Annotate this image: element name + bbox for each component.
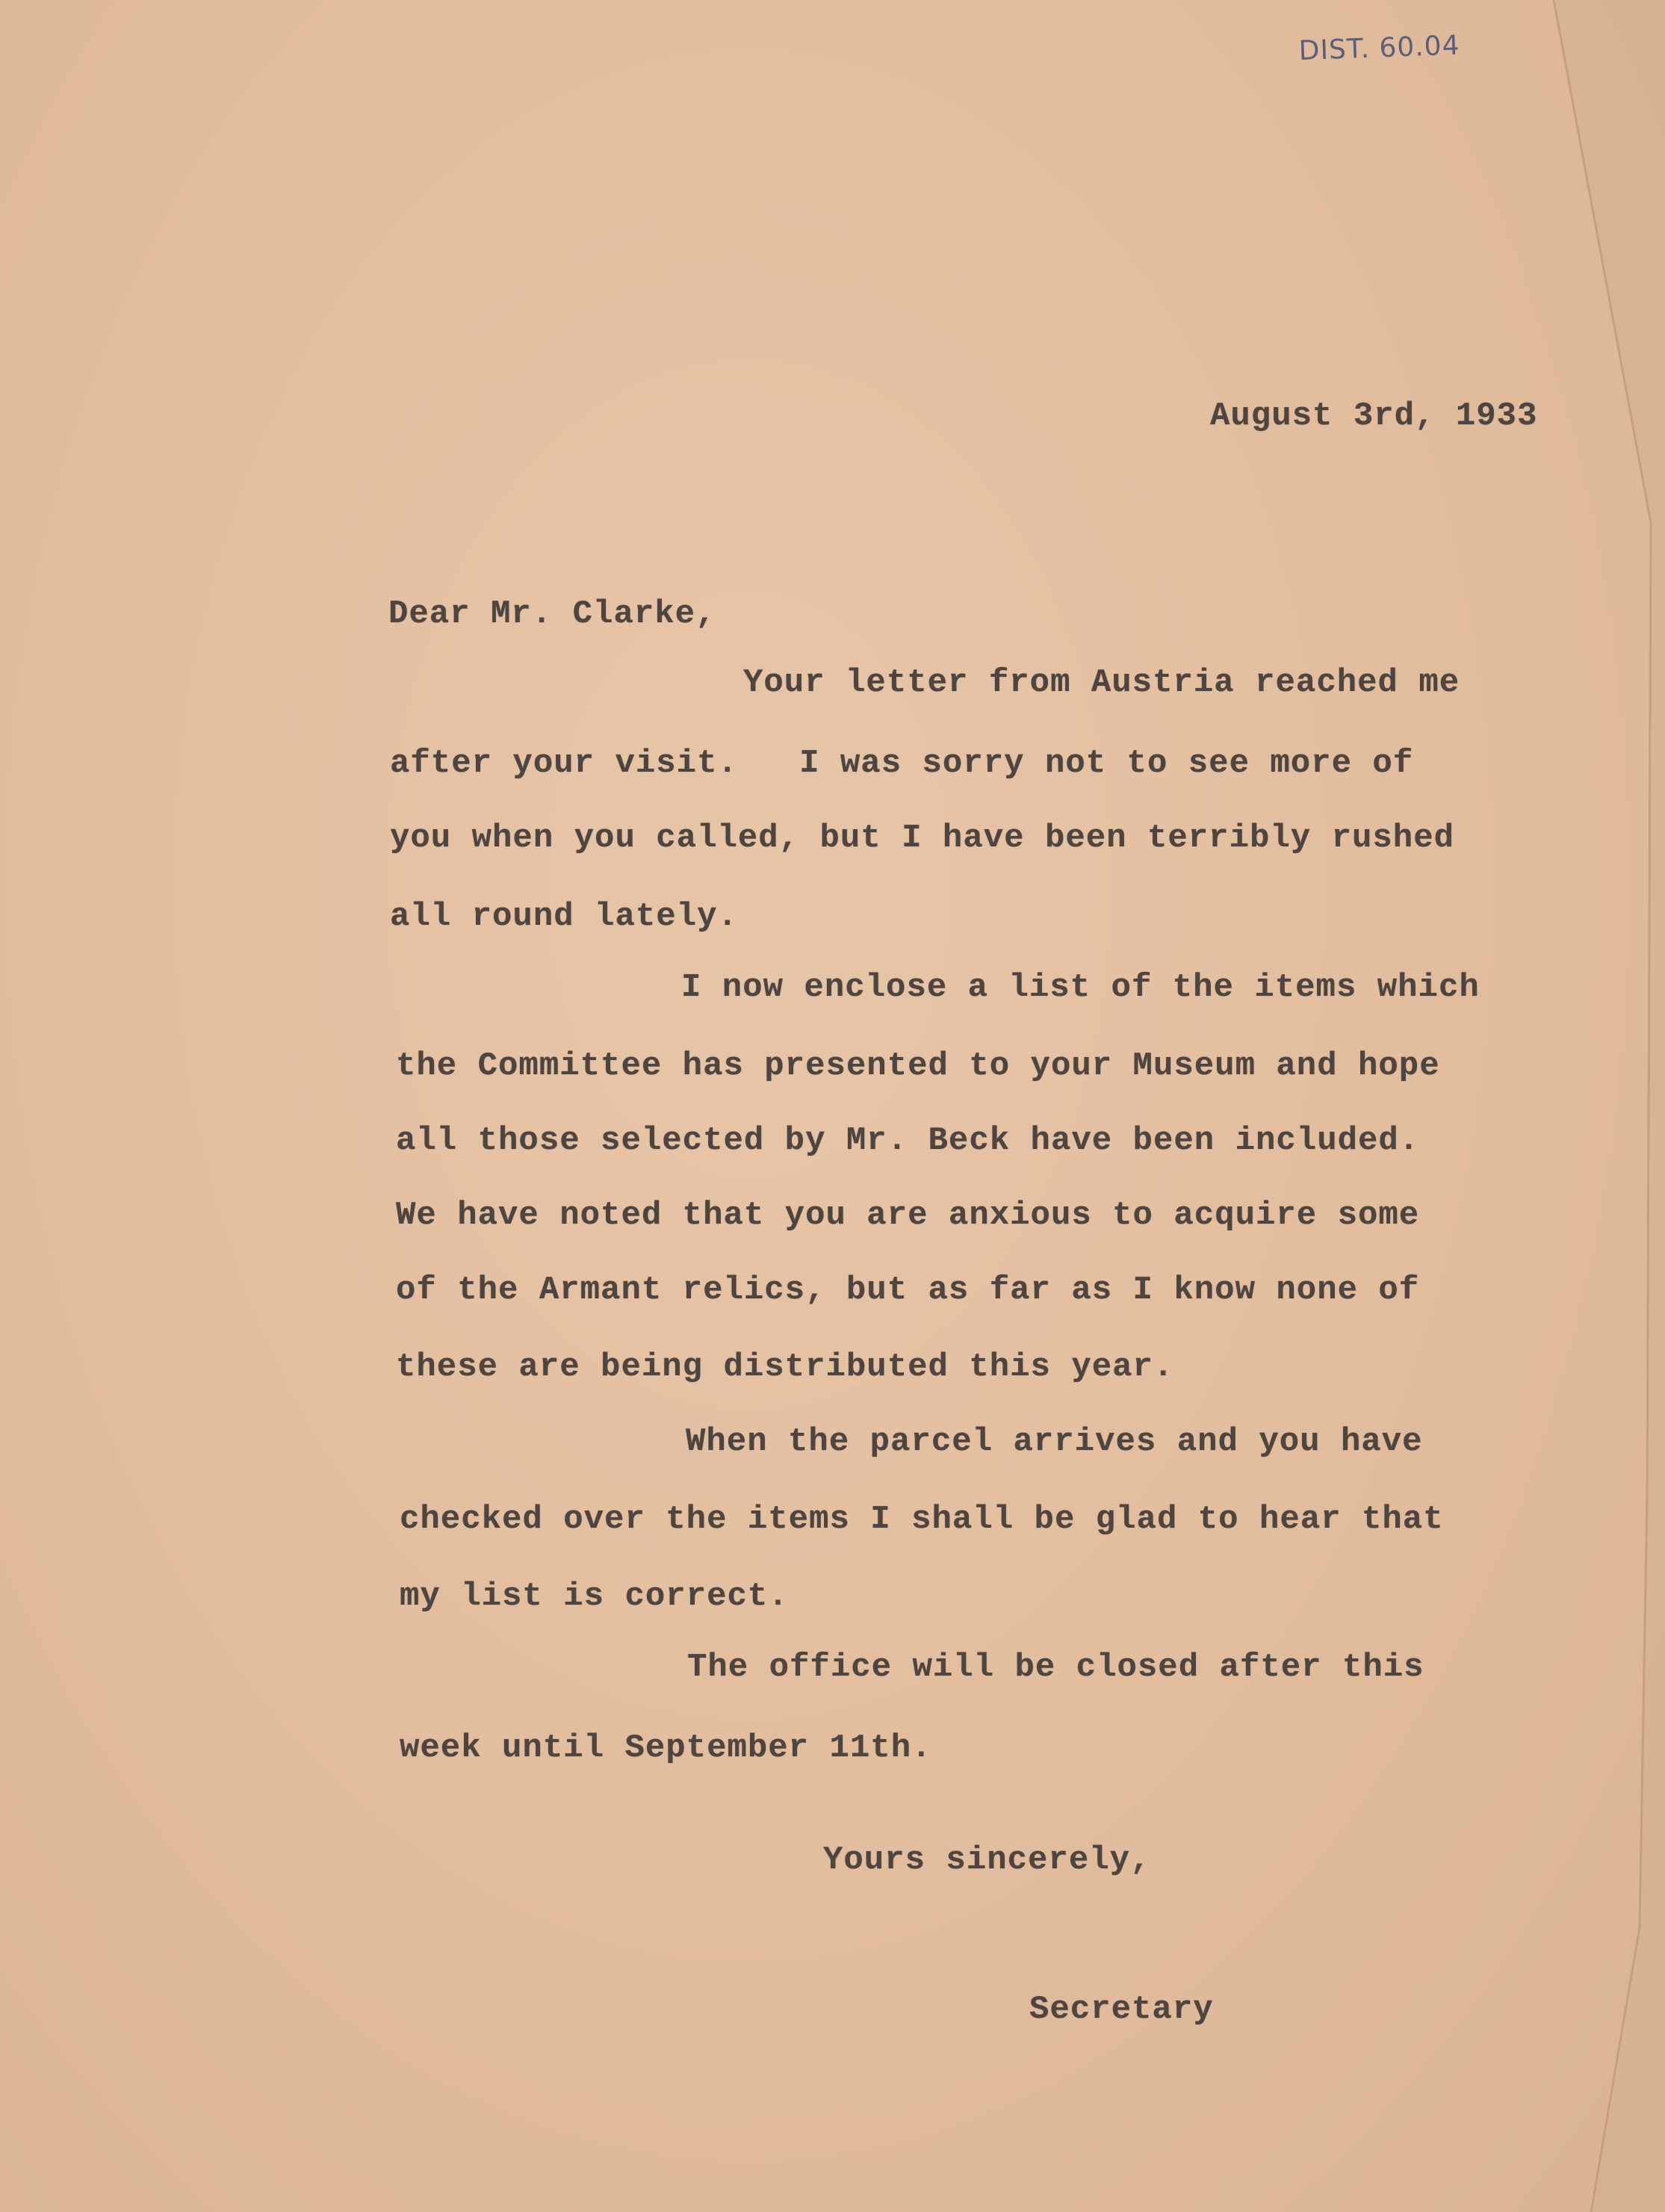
body-line: after your visit. I was sorry not to see more of [390, 745, 1414, 782]
reference-note: DIST. 60.04 [1298, 30, 1461, 66]
body-line: all those selected by Mr. Beck have been included. [396, 1122, 1420, 1159]
signature-title: Secretary [1029, 1991, 1214, 2028]
salutation: Dear Mr. Clarke, [388, 595, 716, 633]
body-line: you when you called, but I have been terribly rushed [390, 820, 1455, 857]
body-line: When the parcel arrives and you have [686, 1423, 1423, 1460]
body-line: my list is correct. [400, 1578, 789, 1615]
letter-date: August 3rd, 1933 [1210, 397, 1538, 435]
body-line: We have noted that you are anxious to acquire some [396, 1197, 1420, 1234]
closing: Yours sincerely, [823, 1841, 1151, 1879]
body-line: The office will be closed after this [687, 1649, 1424, 1686]
body-line: all round lately. [390, 898, 738, 935]
body-line: these are being distributed this year. [396, 1348, 1174, 1386]
body-line: I now enclose a list of the items which [681, 969, 1480, 1006]
body-line: checked over the items I shall be glad to hear that [400, 1501, 1444, 1538]
body-line: Your letter from Austria reached me [743, 664, 1460, 701]
body-line: of the Armant relics, but as far as I know none of [396, 1271, 1420, 1309]
body-line: the Committee has presented to your Museum and hope [396, 1047, 1440, 1085]
body-line: week until September 11th. [400, 1729, 932, 1767]
